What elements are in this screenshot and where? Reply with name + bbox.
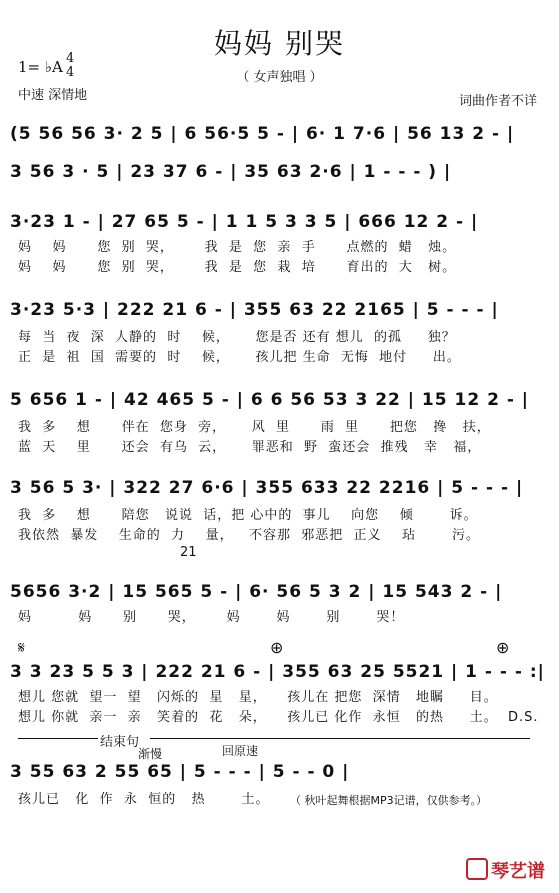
site-logo bbox=[466, 857, 545, 883]
lyric-line: 我依然 暴发 生命的 力 量， 不容那 邪恶把 正义 玷 污。 bbox=[18, 528, 480, 543]
notation-line: 3 3 23 5 5 3 | 222 21 6 - | 355 63 25 5521 | 1 - - - :| bbox=[10, 662, 545, 682]
segno-mark: 𝄋 bbox=[18, 638, 25, 657]
score-system bbox=[0, 660, 559, 760]
key-signature: 1= ♭A bbox=[18, 58, 63, 76]
score-system bbox=[0, 760, 559, 860]
time-signature-top: 4 bbox=[66, 51, 75, 66]
lyric-line: 妈 妈 别 哭， 妈 妈 别 哭！ bbox=[18, 610, 405, 625]
lyric-line: 想儿 您就 望一 望 闪烁的 星 星， 孩儿在 把您 深情 地瞩 目。 bbox=[18, 690, 498, 705]
logo-icon bbox=[466, 858, 488, 880]
coda-mark: ⊕ bbox=[496, 638, 510, 657]
lyric-line: 妈 妈 您 别 哭， 我 是 您 亲 手 点燃的 蜡 烛。 bbox=[18, 240, 457, 255]
notation-line: (5 56 56 3· 2 5 | 6 56·5 5 - | 6· 1 7·6 | 56 13 2 - | bbox=[10, 124, 515, 144]
lyric-line: 我 多 想 陪您 说说 话，把 心中的 事儿 向您 倾 诉。 bbox=[18, 508, 478, 523]
lyric-line: 蓝 天 里 还会 有乌 云， 罪恶和 野 蛮还会 推残 幸 福， bbox=[18, 440, 482, 455]
notation-line: 5 656 1 - | 42 465 5 - | 6 6 56 53 3 22 | 15 12 2 - | bbox=[10, 390, 530, 410]
lyric-line: 想儿 你就 亲一 亲 笑着的 花 朵， 孩儿已 化作 永恒 的热 土。 D.S. bbox=[18, 710, 539, 725]
lyric-line: 妈 妈 您 别 哭， 我 是 您 栽 培 育出的 大 树。 bbox=[18, 260, 457, 275]
notation-line: 3 55 63 2 55 65 | 5 - - - | 5 - - 0 | bbox=[10, 762, 350, 782]
score-system bbox=[0, 298, 559, 398]
tempo-marking: 中速 深情地 bbox=[18, 88, 88, 103]
ending-bracket-line bbox=[18, 738, 98, 739]
ending-bracket-line bbox=[150, 738, 530, 739]
lyric-line: 我 多 想 伴在 您身 旁， 风 里 雨 里 把您 搀 扶， bbox=[18, 420, 491, 435]
notation-line: 3·23 1 - | 27 65 5 - | 1 1 5 3 3 5 | 666 12 2 - | bbox=[10, 212, 479, 232]
score-system bbox=[0, 210, 559, 310]
coda-mark: ⊕ bbox=[270, 638, 284, 657]
a-tempo-mark: 回原速 bbox=[222, 744, 259, 758]
composer-credit: 词曲作者不详 bbox=[458, 94, 537, 109]
coda-label: 21 bbox=[180, 545, 197, 560]
ending-label: 结束句 bbox=[100, 735, 140, 750]
notation-line: 3·23 5·3 | 222 21 6 - | 355 63 22 2165 | 5 - - - | bbox=[10, 300, 499, 320]
time-signature-bottom: 4 bbox=[66, 65, 75, 80]
logo-text: 琴艺谱 bbox=[491, 861, 545, 882]
notation-line: 3 56 3 · 5 | 23 37 6 - | 35 63 2·6 | 1 - - - ) | bbox=[10, 162, 452, 182]
time-signature bbox=[66, 52, 74, 80]
lyric-line: 正 是 祖 国 需要的 时 候， 孩儿把 生命 无悔 地付 出。 bbox=[18, 350, 461, 365]
lyric-line: 每 当 夜 深 人静的 时 候， 您是否 还有 想儿 的孤 独？ bbox=[18, 330, 456, 345]
footnote: （ 秋叶起舞根据MP3记谱，仅供参考。） bbox=[290, 794, 488, 807]
score-system bbox=[0, 388, 559, 488]
ritardando-mark: 渐慢 bbox=[138, 747, 163, 761]
notation-line: 3 56 5 3· | 322 27 6·6 | 355 633 22 2216 | 5 - - - | bbox=[10, 478, 524, 498]
song-title: 妈妈 别哭 bbox=[214, 27, 345, 60]
notation-line: 5656 3·2 | 15 565 5 - | 6· 56 5 3 2 | 15 543 2 - | bbox=[10, 582, 503, 602]
song-subtitle: （ 女声独唱 ） bbox=[236, 70, 323, 85]
lyric-line: 孩儿已 化 作 永 恒的 热 土。 bbox=[18, 792, 270, 807]
score-system bbox=[0, 476, 559, 576]
